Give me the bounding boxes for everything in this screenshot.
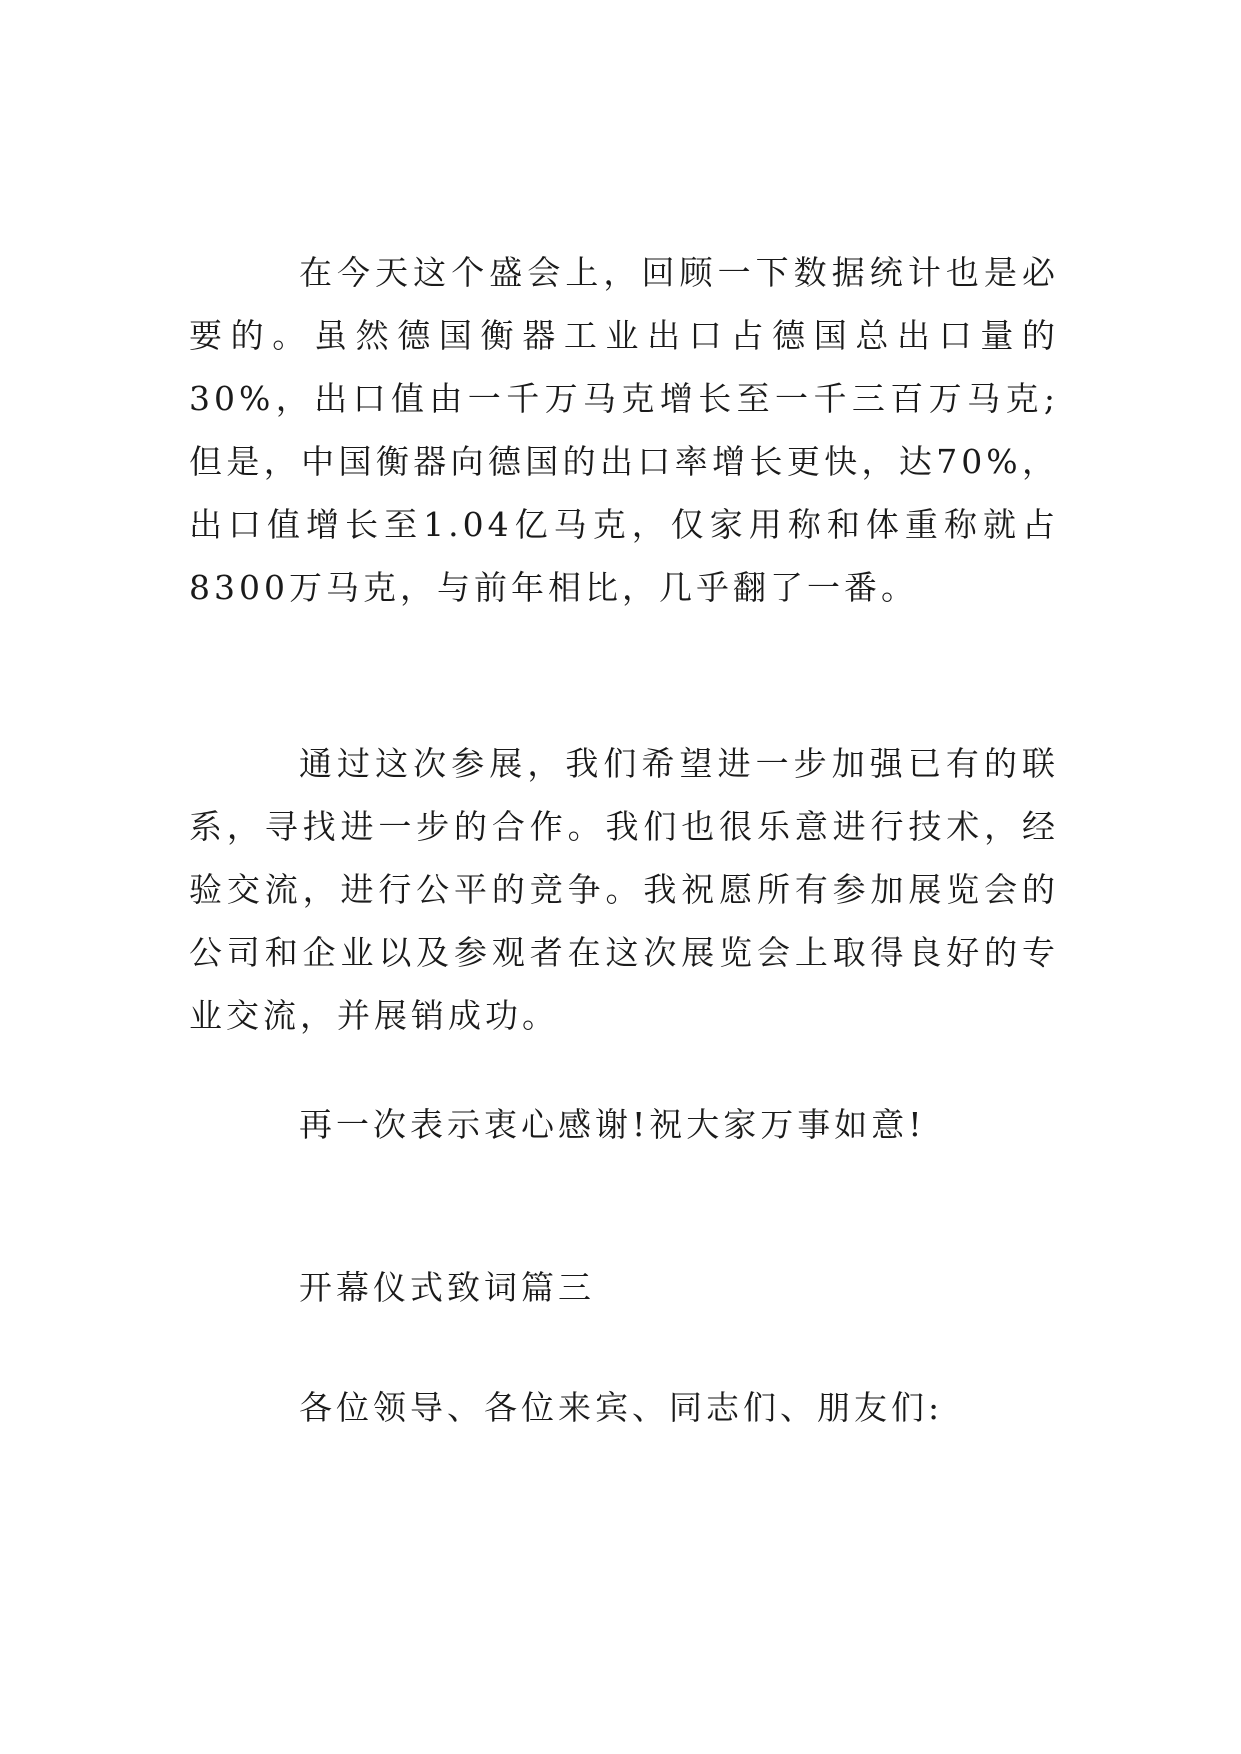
section-heading: 开幕仪式致词篇三 (299, 1268, 595, 1307)
paragraph-thanks: 再一次表示衷心感谢!祝大家万事如意! (299, 1105, 926, 1144)
paragraph-statistics: 在今天这个盛会上，回顾一下数据统计也是必要的。虽然德国衡器工业出口占德国总出口量的30%，出口值由一千万马克增长至一千三百万马克;但是，中国衡器向德国的出口率增长更快，达70%，出口值增长至1.04亿马克，仅家用称和体重称就占8300万马克，与前年相比，几乎翻了一番。 (189, 253, 1059, 607)
salutation: 各位领导、各位来宾、同志们、朋友们: (299, 1388, 944, 1427)
paragraph-cooperation: 通过这次参展，我们希望进一步加强已有的联系，寻找进一步的合作。我们也很乐意进行技术，经验交流，进行公平的竞争。我祝愿所有参加展览会的公司和企业以及参观者在这次展览会上取得良好的专业交流，并展销成功。 (189, 744, 1059, 1035)
